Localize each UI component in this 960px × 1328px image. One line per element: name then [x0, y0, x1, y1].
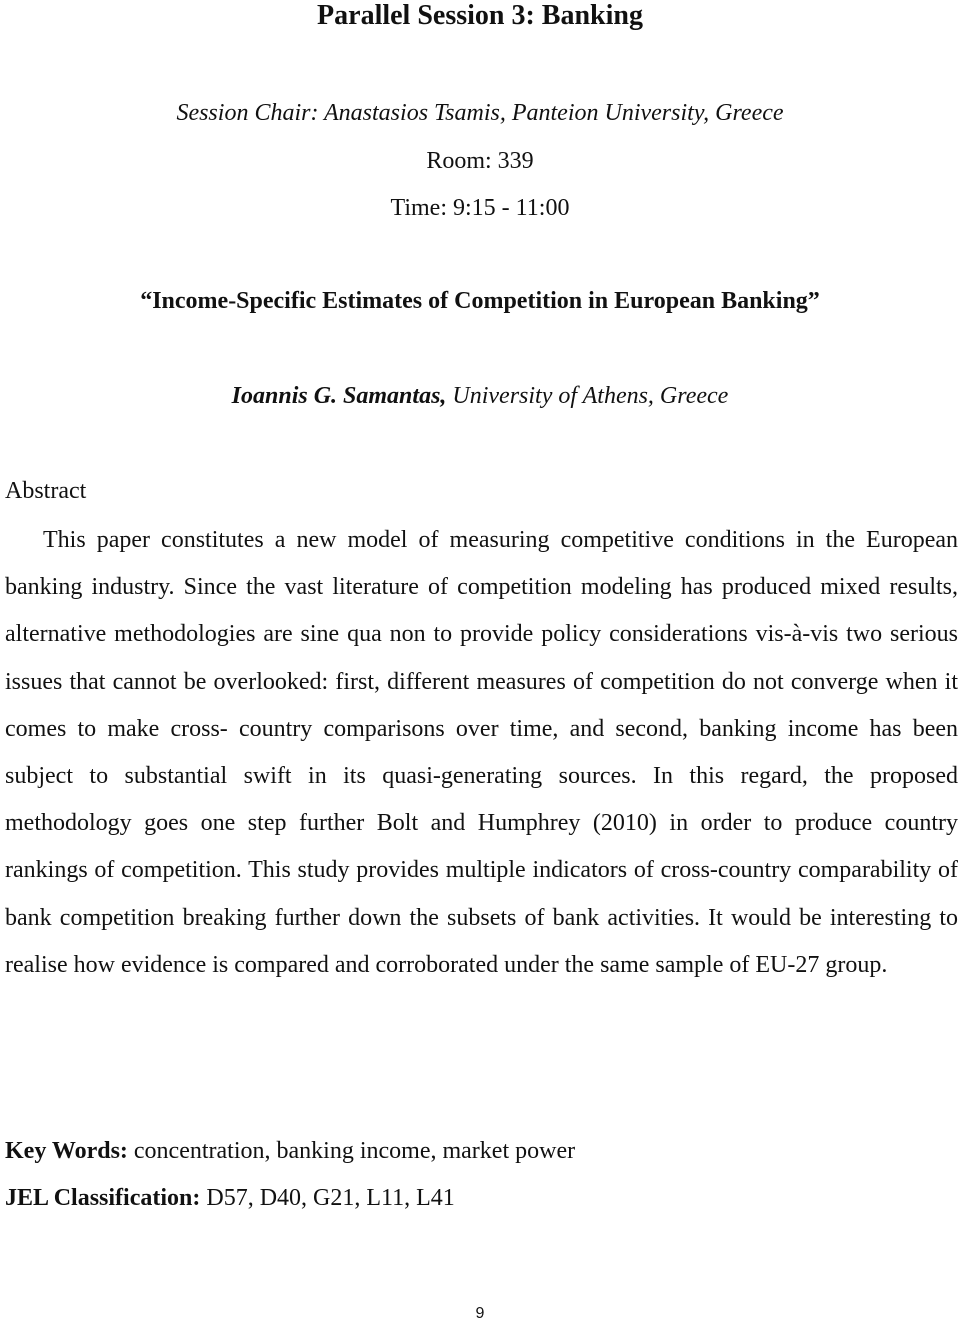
jel-line [5, 1183, 455, 1213]
keywords-value: concentration, banking income, market power [127, 1138, 576, 1164]
abstract-text: This paper constitutes a new model of measuring competitive conditions in the European banking industry. Since the vast literature of competition modeling has produced mixed results, alternative methodologies are sine qua non to provide policy considerations vis-à-vis two serious issues that cannot be overlooked: first, different measures of competition do not converge when it comes to make cross- country comparisons over time, and second, banking income has been subject to substantial swift in its quasi-generating sources. In this regard, the proposed methodology goes one step further Bolt and Humphrey (2010) in order to produce country rankings of competition. This study provides multiple indicators of cross-country comparability of bank competition breaking further down the subsets of bank activities. It would be interesting to realise how evidence is compared and corroborated under the same sample of EU-27 group. [5, 527, 958, 978]
keywords-label: Key Words: [5, 1138, 128, 1164]
paper-title: “Income-Specific Estimates of Competition in European Banking” [140, 288, 820, 314]
session-title: Parallel Session 3: Banking [317, 0, 643, 31]
page-number: 9 [475, 1305, 485, 1322]
author-name: Ioannis G. Samantas, [231, 383, 447, 409]
session-room: Room: 339 [426, 148, 534, 174]
session-time: Time: 9:15 - 11:00 [390, 195, 570, 221]
author-line [0, 381, 960, 411]
jel-value: D57, D40, G21, L11, L41 [200, 1185, 455, 1211]
abstract-heading: Abstract [5, 478, 87, 504]
author-affiliation: University of Athens, Greece [446, 383, 729, 409]
jel-label: JEL Classification: [5, 1185, 201, 1211]
session-chair: Session Chair: Anastasios Tsamis, Panteion University, Greece [176, 100, 784, 126]
keywords-line [5, 1136, 575, 1166]
